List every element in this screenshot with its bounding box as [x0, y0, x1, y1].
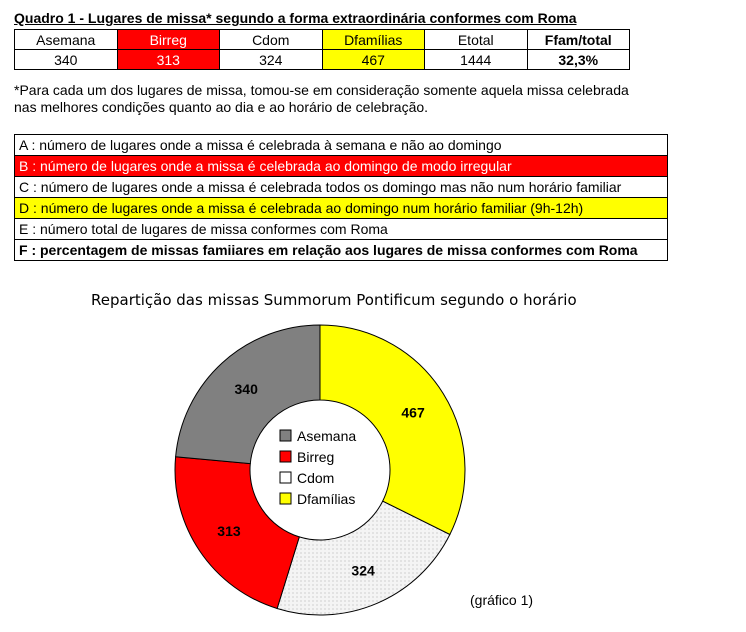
definition-e: E : número total de lugares de missa conformes com Roma: [15, 218, 667, 239]
legend-swatch-birreg: [280, 451, 291, 462]
header-asemana: Asemana: [15, 30, 118, 50]
chart-title: Repartição das missas Summorum Pontificum segundo o horário: [91, 291, 577, 309]
definition-b: B : número de lugares onde a missa é celebrada ao domingo de modo irregular: [15, 155, 667, 176]
value-ffam-total: 32,3%: [527, 50, 630, 70]
header-etotal: Etotal: [425, 30, 528, 50]
header-ffam-total: Ffam/total: [527, 30, 630, 50]
slice-label-dfamílias: 467: [401, 404, 425, 421]
definition-a: A : número de lugares onde a missa é celebrada à semana e não ao domingo: [19, 137, 502, 153]
legend-swatch-cdom: [280, 472, 291, 483]
value-asemana: 340: [15, 50, 118, 70]
legend-label-asemana: Asemana: [297, 428, 357, 444]
definition-f: F : percentagem de missas famiiares em relação aos lugares de missa conformes com Roma: [15, 239, 667, 260]
header-birreg: Birreg: [117, 30, 220, 50]
legend-label-birreg: Birreg: [297, 449, 335, 465]
slice-label-cdom: 324: [351, 562, 375, 579]
table-title: Quadro 1 - Lugares de missa* segundo a forma extraordinária conformes com Roma: [14, 10, 577, 26]
value-etotal: 1444: [425, 50, 528, 70]
definition-d: D : número de lugares onde a missa é celebrada ao domingo num horário familiar (9h-12h): [15, 197, 667, 218]
header-cdom: Cdom: [220, 30, 323, 50]
slice-label-asemana: 340: [234, 381, 258, 398]
definition-c: C : número de lugares onde a missa é celebrada todos os domingo mas não num horário familiar: [15, 176, 667, 197]
legend-swatch-dfamílias: [280, 493, 291, 504]
value-cdom: 324: [220, 50, 323, 70]
value-birreg: 313: [117, 50, 220, 70]
legend-swatch-asemana: [280, 430, 291, 441]
legend-label-dfamílias: Dfamílias: [297, 491, 356, 507]
slice-label-birreg: 313: [217, 522, 241, 539]
legend-label-cdom: Cdom: [297, 470, 335, 486]
chart-caption: (gráfico 1): [470, 592, 534, 608]
footnote: *Para cada um dos lugares de missa, tomou-se em consideração somente aquela missa celebrada nas melhores condições quanto ao dia e ao horário de celebração.: [14, 82, 629, 115]
value-dfamilias: 467: [322, 50, 425, 70]
header-dfamilias: Dfamílias: [322, 30, 425, 50]
